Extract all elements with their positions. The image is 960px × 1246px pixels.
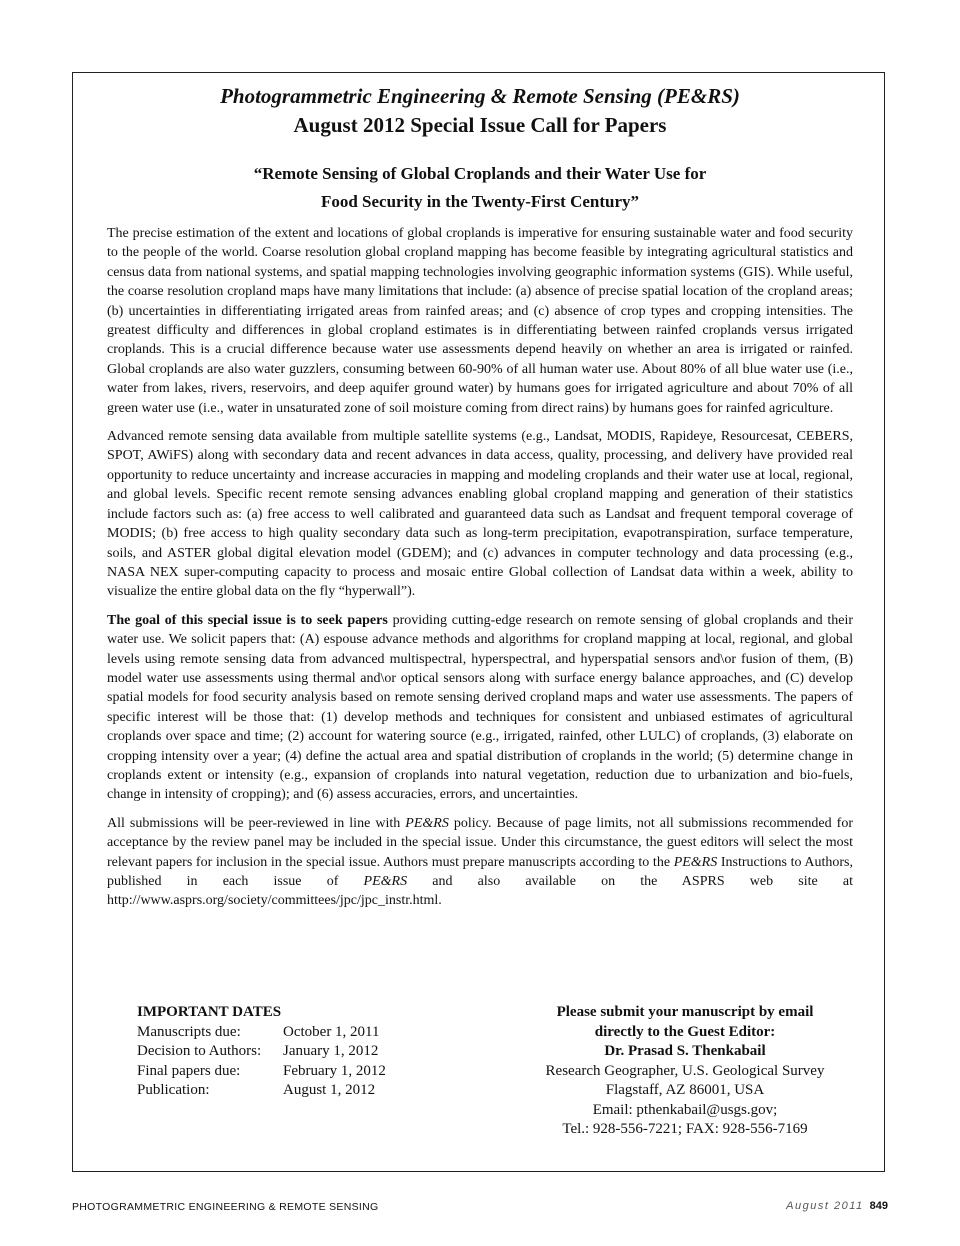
date-row [137, 1023, 386, 1043]
date-value: October 1, 2011 [283, 1023, 380, 1040]
call-for-papers-body [107, 224, 853, 920]
running-footer-journal: PHOTOGRAMMETRIC ENGINEERING & REMOTE SENSING [72, 1201, 379, 1213]
date-row [137, 1042, 386, 1062]
paragraph-remote-sensing-advances: Advanced remote sensing data available from multiple satellite systems (e.g., Landsat, MODIS, Rapideye, Resourcesat, CEBERS, SPOT, AWiFS) along with secondary data and recent advances in data access, quality, processing, and delivery have provided real opportunity to reduce uncertainty and increase accuracies in mapping and modeling croplands and their water use at local, regional, and global levels. Specific recent remote sensing advances enabling global cropland mapping and generation of their statistics include factors such as: (a) free access to well calibrated and guaranteed data such as Landsat and frequent temporal coverage of MODIS; (b) free access to high quality secondary data such as long-term precipitation, evapotranspiration, surface temperature, soils, and ASTER global digital elevation model (GDEM); and (c) advances in computer technology and data processing (e.g., NASA NEX super-computing capacity to process and mosaic entire Global collection of Landsat data within a week, ability to visualize the entire global data on the fly “hyperwall”). [107, 429, 853, 600]
submission-text-d: and also available on the ASPRS web site at http://www.asprs.org/society/committees/jpc/jpc_instr.html. [107, 874, 854, 909]
journal-abbrev: PE&RS [363, 874, 408, 889]
topic-line-2: Food Security in the Twenty-First Century” [320, 192, 640, 211]
important-dates [137, 1003, 386, 1101]
issue-title: August 2012 Special Issue Call for Papers [293, 113, 667, 137]
date-label: Manuscripts due: [137, 1023, 241, 1040]
submit-instruction-2: directly to the Guest Editor: [594, 1023, 776, 1040]
date-value: August 1, 2012 [283, 1082, 376, 1098]
editor-phone: Tel.: 928-556-7221; FAX: 928-556-7169 [562, 1121, 808, 1137]
goal-text: providing cutting-edge research on remote sensing of global croplands and their water use. We solicit papers that: (A) espouse advance methods and algorithms for cropland mapping at local, regional, and global levels using remote sensing data from advanced multispectral, hyperspectral, and hyperspatial sensors and\or fusion of them, (B) model water use assessments using thermal and\or optical sensors along with surface energy balance approaches, and (C) develop spatial models for food security analysis based on remote sensing derived cropland maps and water use assessments. The papers of specific interest will be those that: (1) develop methods and techniques for consistent and unbiased estimates of agricultural croplands over space and time; (2) account for watering source (e.g., irrigated, rainfed, other LULC) of croplands, (3) elaborate on cropping intensity over a year; (4) define the actual area and spatial distribution of croplands in the world; (5) determine change in croplands extent or intensity (e.g., expansion of croplands into natural vegetation, reduction due to urbanization and bio-fuels, change in intensity of cropping); and (6) assess accuracies, errors, and uncertainties. [107, 612, 854, 803]
editor-name: Dr. Prasad S. Thenkabail [604, 1043, 766, 1059]
date-row [137, 1062, 386, 1082]
editor-role: Research Geographer, U.S. Geological Survey [545, 1062, 825, 1079]
topic-line-1: “Remote Sensing of Global Croplands and their Water Use for [253, 164, 707, 183]
goal-lead: The goal of this special issue is to seek papers [107, 612, 388, 628]
journal-abbrev: PE&RS [405, 815, 449, 831]
submit-instruction-1: Please submit your manuscript by email [556, 1004, 814, 1020]
date-label: Publication: [137, 1082, 210, 1098]
date-value: February 1, 2012 [283, 1062, 386, 1079]
footer-month: August 2011 [786, 1200, 864, 1212]
journal-abbrev: PE&RS [673, 854, 718, 870]
journal-title: Photogrammetric Engineering & Remote Sensing (PE&RS) [220, 84, 740, 108]
paragraph-goals [107, 611, 853, 805]
paragraph-background: The precise estimation of the extent and locations of global croplands is imperative for ensuring sustainable water and food security to the people of the world. Coarse resolution global cropland mapping has become feasible by integrating agricultural statistics and census data from national systems, and spatial mapping technologies involving geographic information systems (GIS). While useful, the coarse resolution cropland maps have many limitations that include: (a) absence of precise spatial location of the cropland areas; (b) uncertainties in differentiating irrigated areas from rainfed areas; and (c) absence of crop types and cropping intensities. The greatest difficulty and differences in global cropland estimates is in differentiating between rainfed croplands versus irrigated croplands. This is a crucial difference because water use assessments depend heavily on whether an area is irrigated or rainfed. Global croplands are also water guzzlers, consuming between 60-90% of all human water use. About 80% of all blue water use (i.e., water from lakes, rivers, reservoirs, and deep aquifer ground water) by humans goes for irrigated agriculture and about 70% of all green water use (i.e., water in unsaturated zone of soil moisture coming from direct rains) by humans goes for rainfed agriculture. [107, 226, 853, 416]
guest-editor-contact [530, 1003, 840, 1140]
special-issue-topic [0, 160, 960, 216]
submission-text-a: All submissions will be peer-reviewed in line with [107, 815, 406, 831]
submission-text-c: Instructions to Authors, published in each issue of [107, 854, 853, 889]
date-label: Final papers due: [137, 1062, 241, 1079]
editor-email: Email: pthenkabail@usgs.gov; [592, 1101, 778, 1118]
editor-address: Flagstaff, AZ 86001, USA [605, 1082, 765, 1098]
page-number: 849 [869, 1200, 888, 1212]
dates-heading: IMPORTANT DATES [137, 1004, 282, 1020]
paragraph-submissions [107, 814, 853, 911]
submission-text-b: policy. Because of page limits, not all submissions recommended for acceptance by the review panel may be included in the special issue. Under this circumstance, the guest editors will select the most relevant papers for inclusion in the special issue. Authors must prepare manuscripts according to the [107, 815, 853, 870]
date-value: January 1, 2012 [283, 1043, 379, 1059]
running-footer-page [786, 1200, 888, 1212]
date-label: Decision to Authors: [137, 1043, 262, 1059]
date-row [137, 1081, 386, 1101]
